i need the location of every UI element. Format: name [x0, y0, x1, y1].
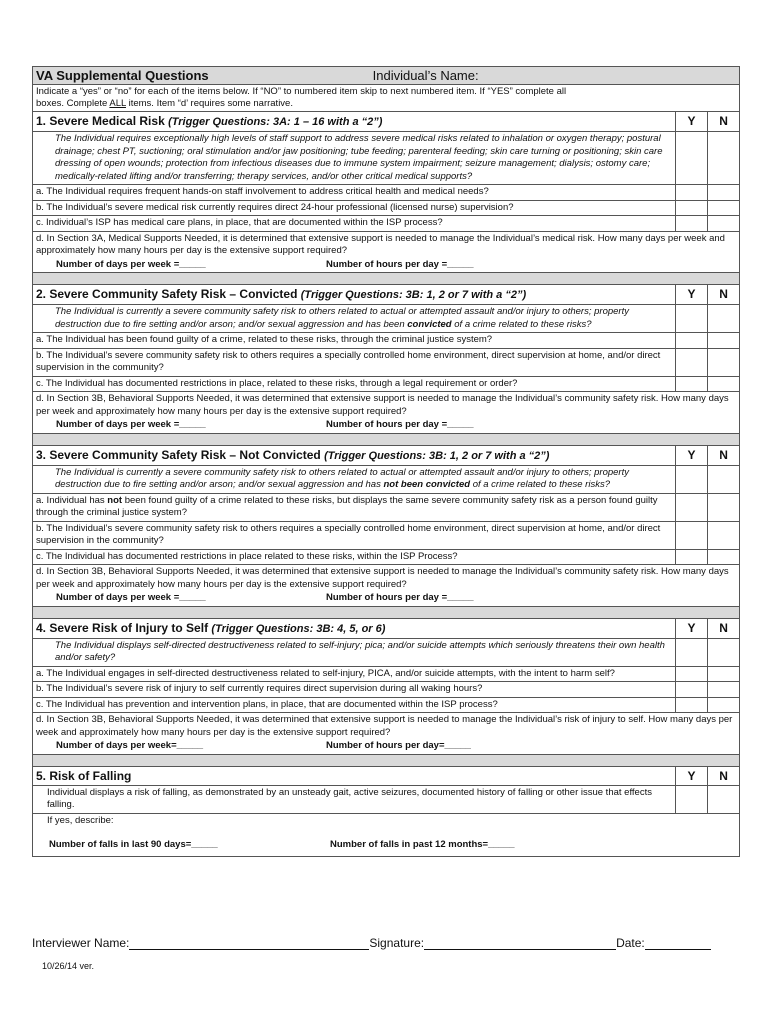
- section-3-counts: [36, 592, 736, 605]
- section-4-b-no-cell[interactable]: [708, 682, 740, 698]
- instructions-line-1: Indicate a “yes” or “no” for each of the items below. If “NO” to numbered item skip to next numbered item. If “YES” complete all: [36, 86, 567, 97]
- section-4-trigger: (Trigger Questions: 3B: 4, 5, or 6): [211, 622, 386, 635]
- section-5-no-header: N: [708, 766, 740, 785]
- section-5-yes-header: Y: [676, 766, 708, 785]
- section-4-desc-no-cell[interactable]: [708, 638, 740, 666]
- section-2-b-no-cell[interactable]: [708, 348, 740, 376]
- section-4-days-field[interactable]: Number of days per week=_____: [56, 740, 204, 751]
- instructions: [33, 85, 740, 112]
- section-3-item-d: [33, 565, 740, 607]
- section-1-heading: [33, 112, 676, 132]
- section-4-no-header: N: [708, 618, 740, 638]
- section-4-item-b: b. The Individual’s severe risk of injury to self currently requires direct supervision during all waking hours?: [33, 682, 676, 698]
- section-3-hours-field[interactable]: Number of hours per day =_____: [326, 592, 474, 603]
- section-2-counts: [36, 419, 736, 432]
- section-2-desc-yes-cell[interactable]: [676, 305, 708, 333]
- date-label: Date:: [616, 936, 645, 950]
- section-4-item-c: c. The Individual has prevention and intervention plans, in place, that are documented within the ISP process?: [33, 697, 676, 713]
- section-2-item-d-text: d. In Section 3B, Behavioral Supports Needed, it was determined that extensive support is needed to manage the Individual’s community safety risk. How many days per week and approximately how many hours per day is the extensive support required?: [36, 393, 729, 417]
- section-2-item-d: [33, 392, 740, 434]
- section-2-no-header: N: [708, 285, 740, 305]
- section-1-trigger: (Trigger Questions: 3A: 1 – 16 with a “2”): [168, 116, 383, 128]
- section-4-item-a: a. The Individual engages in self-directed destructiveness related to self-injury, PICA, and/or suicide attempts, with the intent to harm self?: [33, 666, 676, 682]
- section-1-desc-yes-cell[interactable]: [676, 132, 708, 185]
- section-2-a-yes-cell[interactable]: [676, 333, 708, 349]
- falls-90-days-field[interactable]: Number of falls in last 90 days=_____: [49, 839, 218, 850]
- instructions-all: ALL: [109, 98, 126, 109]
- section-2-hours-field[interactable]: Number of hours per day =_____: [326, 419, 474, 430]
- section-5-heading: [33, 766, 676, 785]
- section-4-a-no-cell[interactable]: [708, 666, 740, 682]
- section-1-item-c: c. Individual’s ISP has medical care plans, in place, that are documented within the ISP process?: [33, 216, 676, 232]
- section-1-description: The Individual requires exceptionally high levels of staff support to address severe medical risks related to inhalation or oxygen therapy; postural drainage; chest PT, suctioning; oral stimulation and/or jaw positioning; tube feeding; parenteral feeding; skin care turning or positioning; skin care dressing of open wounds; protection from infectious diseases due to immune system impairment; seizure management; dialysis; ostomy care; medically-related lifting and/or transferring; therapy services, and/or other critical medical supports?: [33, 132, 676, 185]
- section-3-days-field[interactable]: Number of days per week =_____: [56, 592, 206, 603]
- section-3-c-no-cell[interactable]: [708, 549, 740, 565]
- section-4-title: 4. Severe Risk of Injury to Self: [36, 620, 212, 635]
- section-5-counts: [47, 839, 736, 852]
- section-3-a-yes-cell[interactable]: [676, 493, 708, 521]
- section-5-title: 5. Risk of Falling: [36, 768, 132, 783]
- date-field[interactable]: [645, 936, 711, 950]
- interviewer-name-label: Interviewer Name:: [32, 936, 130, 950]
- section-3-c-yes-cell[interactable]: [676, 549, 708, 565]
- section-1-no-header: N: [708, 112, 740, 132]
- section-1-hours-field[interactable]: Number of hours per day =_____: [326, 258, 474, 270]
- instructions-line-2a: boxes. Complete: [36, 98, 110, 109]
- section-3-b-yes-cell[interactable]: [676, 521, 708, 549]
- section-5-describe-label: If yes, describe:: [47, 814, 114, 826]
- section-1-b-yes-cell[interactable]: [676, 200, 708, 216]
- section-separator: [33, 433, 740, 445]
- section-4-b-yes-cell[interactable]: [676, 682, 708, 698]
- section-3-no-header: N: [708, 445, 740, 465]
- section-1-c-no-cell[interactable]: [708, 216, 740, 232]
- section-1-b-no-cell[interactable]: [708, 200, 740, 216]
- section-1-yes-header: Y: [676, 112, 708, 132]
- section-1-c-yes-cell[interactable]: [676, 216, 708, 232]
- section-1-days-field[interactable]: Number of days per week =_____: [56, 258, 206, 270]
- section-1-a-yes-cell[interactable]: [676, 185, 708, 201]
- section-2-item-a: a. The Individual has been found guilty of a crime, related to these risks, through the criminal justice system?: [33, 333, 676, 349]
- signature-footer: [32, 936, 739, 950]
- section-separator: [33, 754, 740, 766]
- section-2-days-field[interactable]: Number of days per week =_____: [56, 419, 206, 430]
- section-4-counts: [36, 740, 736, 753]
- section-1-item-d: [33, 231, 740, 273]
- section-3-yes-header: Y: [676, 445, 708, 465]
- section-5-description: Individual displays a risk of falling, as demonstrated by an unsteady gait, active seizures, documented history of falling or other issue that effects falling.: [33, 785, 676, 813]
- section-4-item-d: [33, 713, 740, 755]
- signature-field[interactable]: [424, 936, 616, 950]
- section-3-desc-no-cell[interactable]: [708, 465, 740, 493]
- instructions-line-2c: items. Item “d’ requires some narrative.: [125, 98, 293, 109]
- section-2-item-b: b. The Individual’s severe community safety risk to others requires a specially controlled home environment, direct supervision at home, and/or direct supervision in the community?: [33, 348, 676, 376]
- section-3-heading: [33, 445, 676, 465]
- section-2-c-yes-cell[interactable]: [676, 376, 708, 392]
- section-3-item-a: a. Individual has not been found guilty of a crime related to these risks, but displays the same severe community safety risk as a person found guilty through the criminal justice system?: [33, 493, 676, 521]
- section-1-title: 1. Severe Medical Risk: [36, 114, 169, 128]
- va-supplemental-form: [32, 66, 739, 857]
- section-1-desc-no-cell[interactable]: [708, 132, 740, 185]
- section-4-description: The Individual displays self-directed destructiveness related to self-injury; pica; and/or suicide attempts which seriously threatens their own health and/or safety?: [33, 638, 676, 666]
- falls-12-months-field[interactable]: Number of falls in past 12 months=_____: [330, 839, 515, 850]
- section-2-description: The Individual is currently a severe community safety risk to others related to actual or attempted assault and/or injury to others; property destruction due to fire setting and/or arson; and/or sexual aggression and has been convicted of a crime related to these risks?: [33, 305, 676, 333]
- section-2-title: 2. Severe Community Safety Risk – Convicted: [36, 287, 301, 301]
- form-title: VA Supplemental Questions: [36, 68, 209, 83]
- section-1-item-a: a. The Individual requires frequent hands-on staff involvement to address critical health and medical needs?: [33, 185, 676, 201]
- section-4-c-no-cell[interactable]: [708, 697, 740, 713]
- section-4-desc-yes-cell[interactable]: [676, 638, 708, 666]
- section-3-title: 3. Severe Community Safety Risk – Not Convicted: [36, 447, 325, 462]
- section-4-item-d-text: d. In Section 3B, Behavioral Supports Needed, it was determined that extensive support is needed to manage the Individual’s risk of injury to self. How many days per week and approximately how many hours per day is the extensive support required?: [36, 714, 733, 738]
- section-1-a-no-cell[interactable]: [708, 185, 740, 201]
- section-2-trigger: (Trigger Questions: 3B: 1, 2 or 7 with a “2”): [300, 289, 527, 301]
- section-3-item-d-text: d. In Section 3B, Behavioral Supports Needed, it was determined that extensive support is needed to manage the Individual’s community safety risk. How many days per week and approximately how many hours per day is the extensive support required?: [36, 566, 729, 590]
- section-2-heading: [33, 285, 676, 305]
- section-2-item-c: c. The Individual has documented restrictions in place, related to these risks, through a legal requirement or order?: [33, 376, 676, 392]
- form-title-row: [33, 67, 740, 85]
- section-2-b-yes-cell[interactable]: [676, 348, 708, 376]
- questions-table: [32, 66, 740, 857]
- section-2-desc-no-cell[interactable]: [708, 305, 740, 333]
- section-5-no-cell[interactable]: [708, 785, 740, 813]
- section-5-yes-cell[interactable]: [676, 785, 708, 813]
- section-3-b-no-cell[interactable]: [708, 521, 740, 549]
- section-2-yes-header: Y: [676, 285, 708, 305]
- signature-label: Signature:: [369, 936, 425, 950]
- interviewer-name-field[interactable]: [129, 936, 369, 950]
- section-4-a-yes-cell[interactable]: [676, 666, 708, 682]
- section-2-c-no-cell[interactable]: [708, 376, 740, 392]
- individual-name-label: Individual’s Name:: [372, 68, 479, 83]
- section-1-item-d-text: d. In Section 3A, Medical Supports Needed, it is determined that extensive support is needed to manage the Individual’s medical risk. How many days per week and approximately how many hours per day is the extensive support required?: [36, 232, 725, 256]
- section-separator: [33, 606, 740, 618]
- section-3-a-no-cell[interactable]: [708, 493, 740, 521]
- section-4-yes-header: Y: [676, 618, 708, 638]
- section-4-hours-field[interactable]: Number of hours per day=_____: [326, 740, 471, 751]
- section-3-item-b: b. The Individual’s severe community safety risk to others requires a specially controlled home environment, direct supervision at home, and/or direct supervision in the community?: [33, 521, 676, 549]
- section-3-trigger: (Trigger Questions: 3B: 1, 2 or 7 with a “2”): [324, 449, 550, 462]
- section-separator: [33, 273, 740, 285]
- section-3-item-c: c. The Individual has documented restrictions in place related to these risks, within the ISP Process?: [33, 549, 676, 565]
- section-3-description: The Individual is currently a severe community safety risk to others related to actual or attempted assault and/or injury to others; property destruction due to fire setting and/or arson; and/or sexual aggression and has not been convicted of a crime related to these risks?: [33, 465, 676, 493]
- section-4-heading: [33, 618, 676, 638]
- section-1-item-b: b. The Individual’s severe medical risk currently requires direct 24-hour professional (licensed nurse) supervision?: [33, 200, 676, 216]
- version-label: 10/26/14 ver.: [42, 961, 95, 971]
- section-3-desc-yes-cell[interactable]: [676, 465, 708, 493]
- section-2-a-no-cell[interactable]: [708, 333, 740, 349]
- section-5-describe[interactable]: [33, 813, 740, 856]
- section-1-counts: [36, 259, 736, 272]
- section-4-c-yes-cell[interactable]: [676, 697, 708, 713]
